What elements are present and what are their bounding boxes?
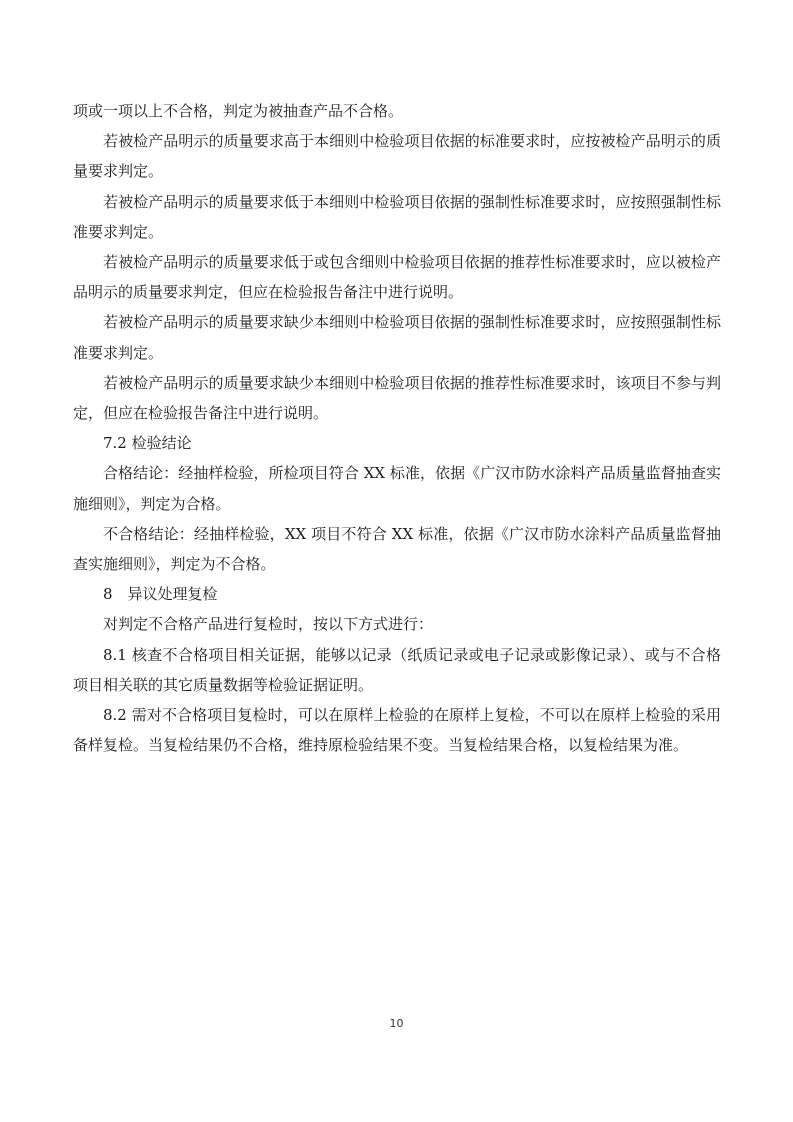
- paragraph-lower-mandatory: 若被检产品明示的质量要求低于本细则中检验项目依据的强制性标准要求时，应按照强制性标准要求判定。: [73, 192, 721, 241]
- page-number: 10: [389, 1017, 404, 1030]
- paragraph-8-2: 8.2 需对不合格项目复检时，可以在原样上检验的在原样上复检，不可以在原样上检验的采用备样复检。当复检结果仍不合格，维持原检验结果不变。当复检结果合格，以复检结果为准。: [73, 706, 721, 755]
- paragraph-retest-intro: 对判定不合格产品进行复检时，按以下方式进行：: [103, 615, 434, 634]
- paragraph-lower-recommended: 若被检产品明示的质量要求低于或包含细则中检验项目依据的推荐性标准要求时，应以被检产品明示的质量要求判定，但应在检验报告备注中进行说明。: [73, 253, 721, 302]
- paragraph-fail-conclusion: 不合格结论：经抽样检验，XX 项目不符合 XX 标准，依据《广汉市防水涂料产品质量监督抽查实施细则》，判定为不合格。: [73, 524, 721, 574]
- paragraph-higher-requirement: 若被检产品明示的质量要求高于本细则中检验项目依据的标准要求时，应按被检产品明示的质量要求判定。: [73, 132, 721, 181]
- paragraph-missing-recommended: 若被检产品明示的质量要求缺少本细则中检验项目依据的推荐性标准要求时，该项目不参与判定，但应在检验报告备注中进行说明。: [73, 373, 721, 423]
- paragraph-8-1: 8.1 核查不合格项目相关证据，能够以记录（纸质记录或电子记录或影像记录）、或与不合格项目相关联的其它质量数据等检验证据证明。: [73, 645, 721, 694]
- paragraph-continuation: 项或一项以上不合格，判定为被抽查产品不合格。: [73, 102, 404, 120]
- section-heading-7-2: 7.2 检验结论: [103, 434, 192, 453]
- document-body: [73, 96, 721, 760]
- paragraph-pass-conclusion: 合格结论：经抽样检验，所检项目符合 XX 标准，依据《广汉市防水涂料产品质量监督抽查实施细则》，判定为合格。: [73, 464, 721, 513]
- paragraph-missing-mandatory: 若被检产品明示的质量要求缺少本细则中检验项目依据的强制性标准要求时，应按照强制性标准要求判定。: [73, 313, 721, 362]
- section-heading-8: 8 异议处理复检: [103, 585, 218, 604]
